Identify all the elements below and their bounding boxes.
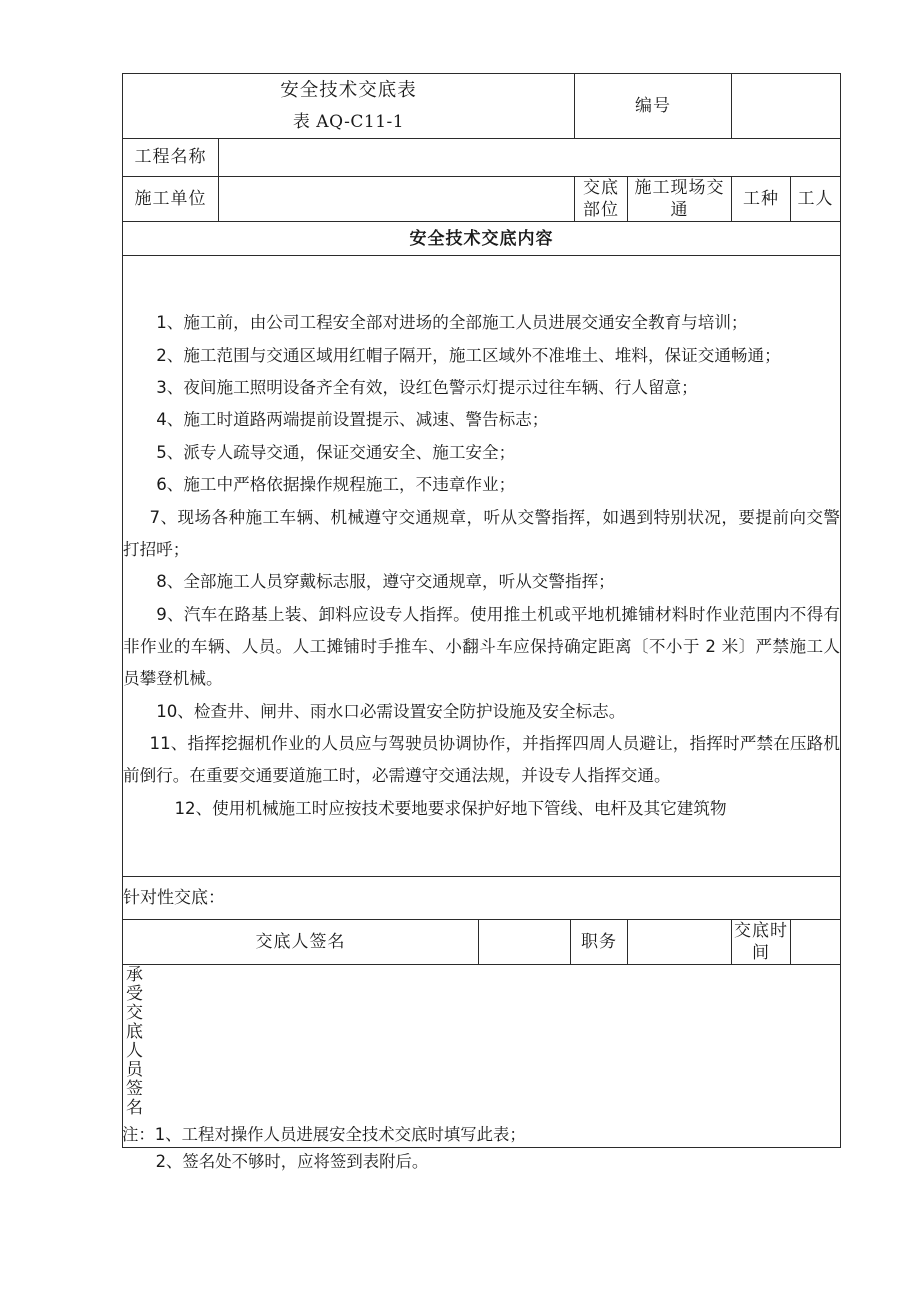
content-item: 4、施工时道路两端提前设置提示、减速、警告标志； [156,410,549,430]
content-item: 8、全部施工人员穿戴标志服，遵守交通规章，听从交警指挥； [156,572,615,592]
form-row-targeted [123,877,841,920]
content-item: 10、检查井、闸井、雨水口必需设置安全防护设施及安全标志。 [156,701,626,721]
form-row-unit [123,177,841,222]
project-name-value[interactable] [219,139,841,177]
form-code: 表 AQ-C11-1 [292,111,405,132]
presenter-signature-label: 交底人签名 [123,920,479,965]
disclosure-time-value[interactable] [791,920,841,965]
construction-unit-value[interactable] [219,177,575,222]
safety-disclosure-form [122,73,841,1148]
form-row-receiver-signature [123,965,841,1148]
content-item: 11、指挥挖掘机作业的人员应与驾驶员协调协作，并指挥四周人员避让，指挥时严禁在压路机前倒行。在重要交通要道施工时，必需遵守交通法规，并设专人指挥交通。 [123,733,841,786]
content-item: 7、现场各种施工车辆、机械遵守交通规章，听从交警指挥，如遇到特别状况，要提前向交警打招呼； [123,507,841,559]
title-cell [123,74,575,139]
content-item: 2、施工范围与交通区域用红帽子隔开，施工区域外不准堆土、堆料，保证交通畅通； [156,345,781,365]
targeted-disclosure-label[interactable]: 针对性交底： [123,877,841,920]
footer-note-line: 注：1、工程对操作人员进展安全技术交底时填写此表； [122,1125,526,1144]
content-item: 5、派专人疏导交通，保证交通安全、施工安全； [156,442,516,462]
form-row-title [123,74,841,139]
number-label: 编号 [575,74,732,139]
receiver-signature-cell[interactable] [123,965,841,1148]
form-row-content-body [123,256,841,877]
content-header: 安全技术交底内容 [123,222,841,256]
content-item: 3、夜间施工照明设备齐全有效，设红色警示灯提示过往车辆、行人留意； [156,378,698,398]
construction-unit-label: 施工单位 [123,177,219,222]
content-item: 6、施工中严格依据操作规程施工，不违章作业； [156,475,516,495]
content-item: 12、使用机械施工时应按技术要地要求保护好地下管线、电杆及其它建筑物 [174,798,727,818]
form-row-project-name [123,139,841,177]
footer-note-line: 2、签名处不够时，应将签到表附后。 [155,1151,429,1171]
position-value[interactable] [628,920,732,965]
disclosure-part-value[interactable]: 施工现场交通 [628,177,732,222]
project-name-label: 工程名称 [123,139,219,177]
form-row-signature [123,920,841,965]
presenter-signature-value[interactable] [479,920,571,965]
content-item: 9、汽车在路基上装、卸料应设专人指挥。使用推土机或平地机摊铺材料时作业范围内不得有非作业的车辆、人员。人工摊铺时手推车、小翻斗车应保持确定距离〔不小于 2 米〕严禁施工人员攀登机械。 [123,604,841,689]
number-value[interactable] [732,74,841,139]
form-title: 安全技术交底表 [280,79,417,101]
receiver-signature-label: 承受交底人员签名 [122,965,142,1118]
footer-notes [122,1122,822,1175]
content-body-cell[interactable] [123,256,841,877]
disclosure-time-label: 交底时间 [732,920,791,965]
content-item-list [123,307,840,825]
disclosure-part-label: 交底部位 [575,177,628,222]
form-row-content-header [123,222,841,256]
work-type-label: 工种 [732,177,791,222]
position-label: 职务 [571,920,628,965]
content-item: 1、施工前，由公司工程安全部对进场的全部施工人员进展交通安全教育与培训； [156,313,748,333]
work-type-value[interactable]: 工人 [791,177,841,222]
